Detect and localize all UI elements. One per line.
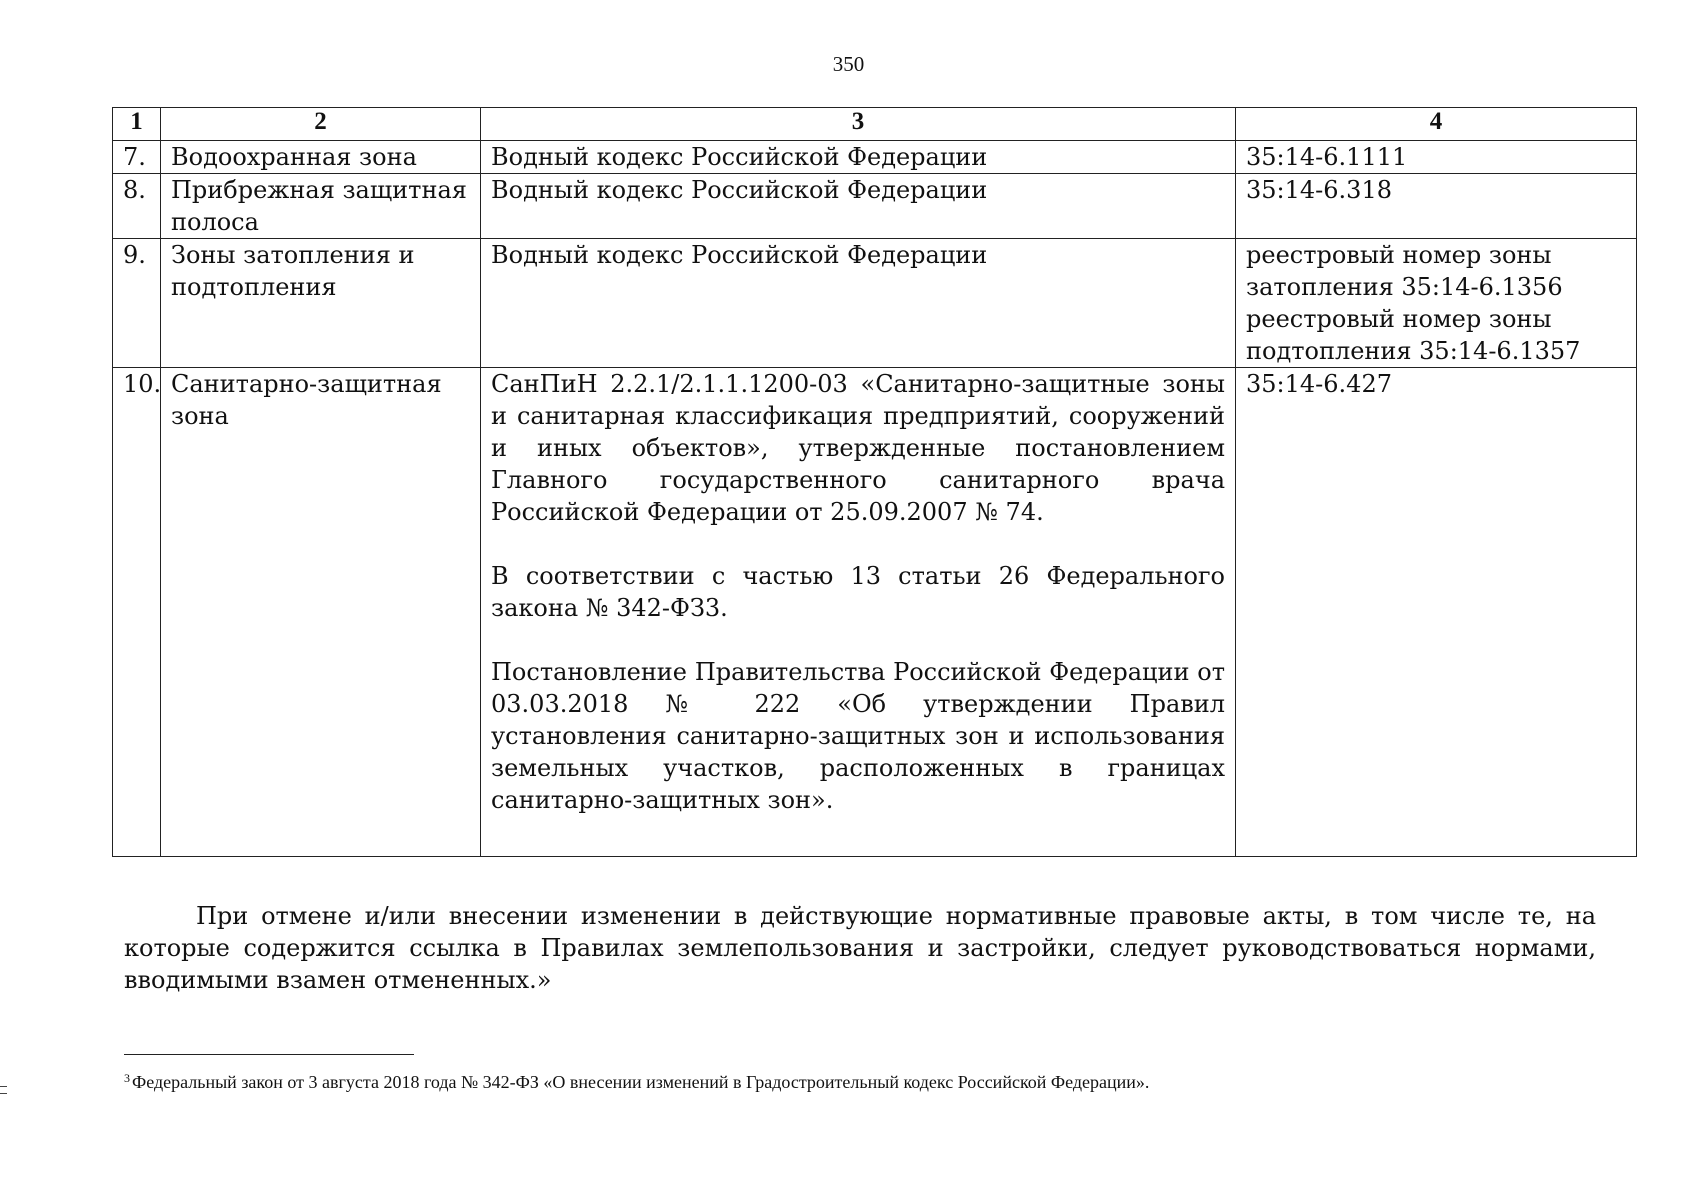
- zone-name: Водоохранная зона: [161, 141, 481, 174]
- footnote-marker: 3: [124, 1071, 130, 1085]
- column-header-number: 1: [113, 108, 161, 141]
- footnote-text: Федеральный закон от 3 августа 2018 года № 342-ФЗ «О внесении изменений в Градостроительный кодекс Российской Федерации».: [132, 1072, 1150, 1092]
- zone-name: Санитарно-защитная зона: [161, 368, 481, 857]
- zones-table: [112, 107, 1637, 857]
- law-reference: [481, 368, 1236, 857]
- footnote: [124, 1066, 1604, 1094]
- row-number: 8.: [113, 174, 161, 239]
- column-header-zone: 2: [161, 108, 481, 141]
- registry-number: 35:14-6.318: [1236, 174, 1637, 239]
- registry-number: 35:14-6.427: [1236, 368, 1637, 857]
- closing-note: При отмене и/или внесении изменении в действующие нормативные правовые акты, в том числе те, на которые содержится ссылка в Правилах землепользования и застройки, следует руководствоваться нормами, вводимыми взамен отмененных.»: [124, 902, 1596, 994]
- page-number: 350: [832, 52, 865, 76]
- law-paragraph: Водный кодекс Российской Федерации: [491, 241, 988, 269]
- law-paragraph: В соответствии с частью 13 статьи 26 Федерального закона № 342-ФЗ3.: [491, 562, 1225, 622]
- margin-mark: [0, 1086, 7, 1094]
- row-number: 7.: [113, 141, 161, 174]
- row-number: 10.: [113, 368, 161, 857]
- table-row: [113, 174, 1637, 239]
- law-paragraph: Водный кодекс Российской Федерации: [491, 143, 988, 171]
- registry-number: 35:14-6.1111: [1236, 141, 1637, 174]
- law-reference: [481, 239, 1236, 368]
- table-header-row: [113, 108, 1637, 141]
- law-paragraph: СанПиН 2.2.1/2.1.1.1200-03 «Санитарно-защитные зоны и санитарная классификация предприятий, сооружений и иных объектов», утвержденные постановлением Главного государственного санитарного врача Российской Федерации от 25.09.2007 № 74.: [491, 370, 1225, 526]
- column-header-registry: 4: [1236, 108, 1637, 141]
- zone-name: Зоны затопления и подтопления: [161, 239, 481, 368]
- table-row: [113, 368, 1637, 857]
- table-row: [113, 141, 1637, 174]
- registry-number: реестровый номер зоны затопления 35:14-6.1356 реестровый номер зоны подтопления 35:14-6.1357: [1236, 239, 1637, 368]
- law-reference: [481, 174, 1236, 239]
- law-paragraph: Водный кодекс Российской Федерации: [491, 176, 988, 204]
- zone-name: Прибрежная защитная полоса: [161, 174, 481, 239]
- law-paragraph: Постановление Правительства Российской Федерации от 03.03.2018 № 222 «Об утверждении Правил установления санитарно-защитных зон и использования земельных участков, расположенных в границах санитарно-защитных зон».: [491, 658, 1225, 814]
- column-header-law: 3: [481, 108, 1236, 141]
- table-row: [113, 239, 1637, 368]
- law-reference: [481, 141, 1236, 174]
- row-number: 9.: [113, 239, 161, 368]
- footnote-divider: [124, 1054, 414, 1055]
